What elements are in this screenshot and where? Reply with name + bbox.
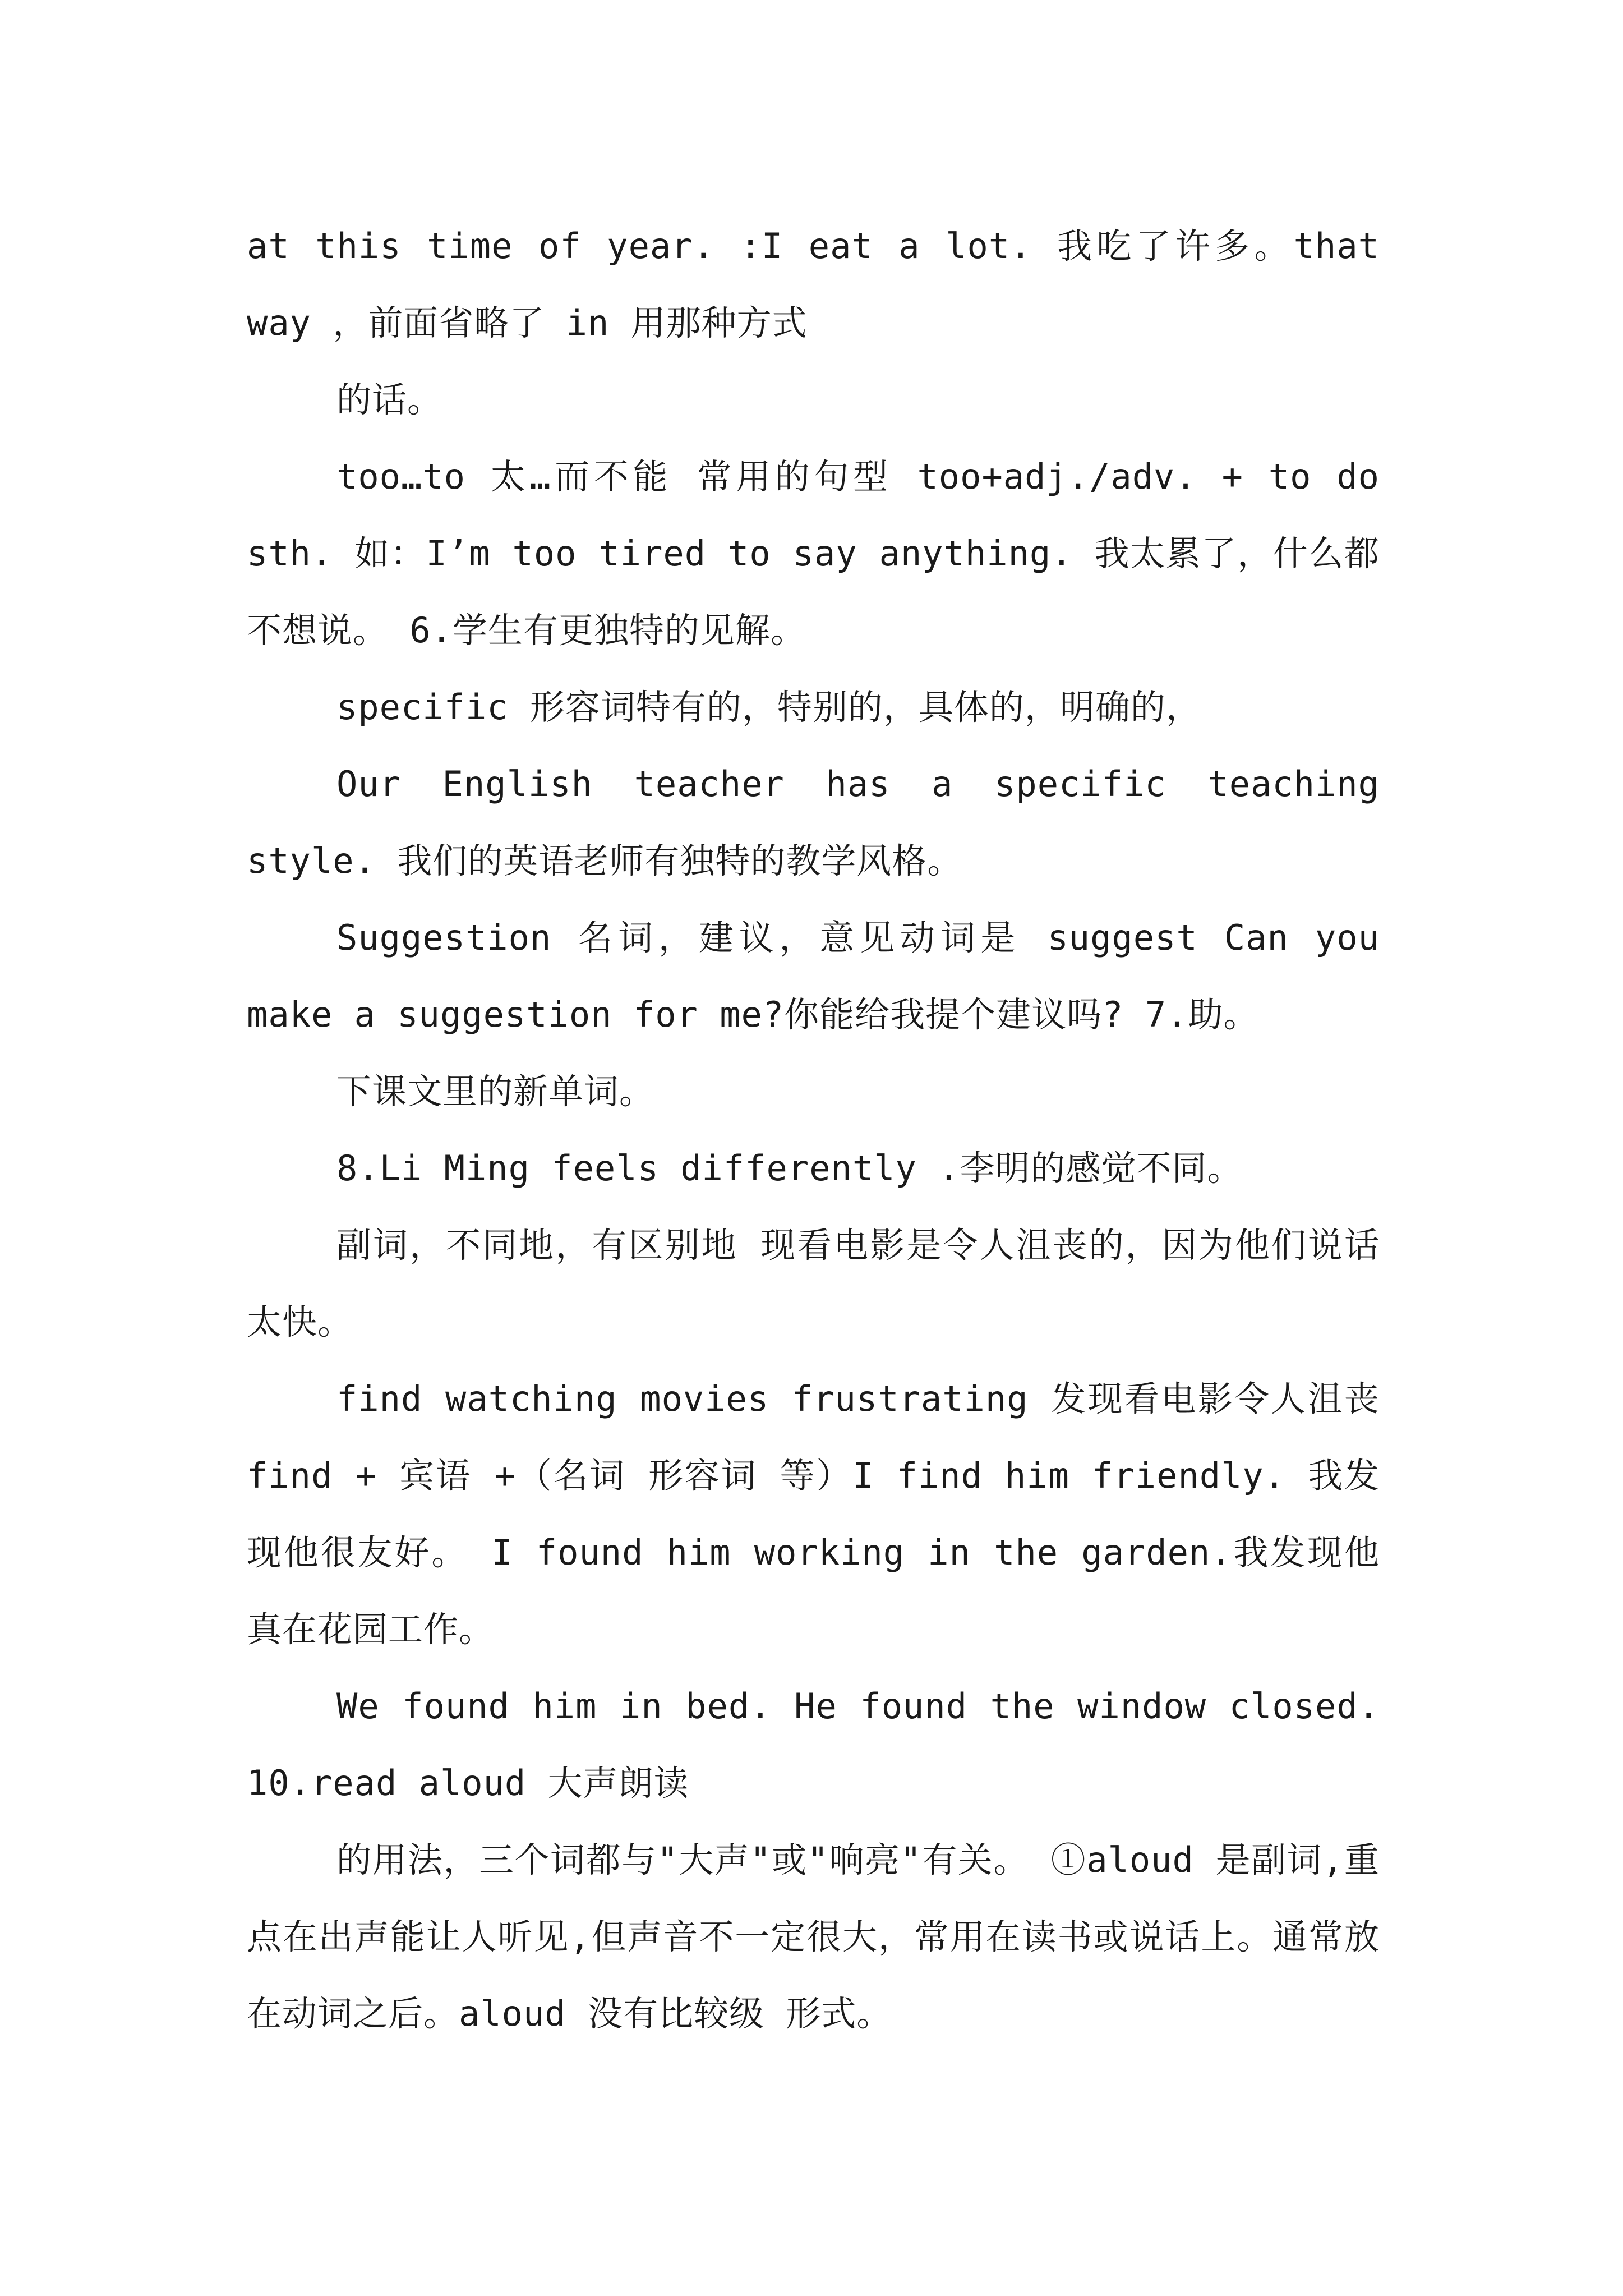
document-body — [247, 208, 1380, 2052]
paragraph-12: 的用法，三个词都与"大声"或"响亮"有关。 ①aloud 是副词,重点在出声能让人听见,但声音不一定很大，常用在读书或说话上。通常放在动词之后。aloud 没有比较级 形式。 — [247, 1839, 1380, 2034]
paragraph-1: at this time of year. :I eat a lot. 我吃了许多。that way ，前面省略了 in 用那种方式 — [247, 226, 1380, 343]
paragraph-9: 副词，不同地，有区别地 现看电影是令人沮丧的，因为他们说话太快。 — [247, 1225, 1380, 1342]
paragraph-8: 8.Li Ming feels differently .李明的感觉不同。 — [336, 1148, 1243, 1189]
paragraph-3: too…to 太…而不能 常用的句型 too+adj./adv. + to do sth. 如：I’m too tired to say anything. 我太累了，什么都不想说。 6.学生有更独特的见解。 — [247, 456, 1380, 651]
paragraph-5: Our English teacher has a specific teaching style. 我们的英语老师有独特的教学风格。 — [247, 763, 1380, 881]
paragraph-2: 的话。 — [336, 379, 443, 420]
paragraph-11: We found him in bed. He found the window closed. 10.read aloud 大声朗读 — [247, 1686, 1380, 1803]
paragraph-6: Suggestion 名词，建议，意见动词是 suggest Can you make a suggestion for me?你能给我提个建议吗? 7.助。 — [247, 917, 1380, 1035]
paragraph-4: specific 形容词特有的，特别的，具体的，明确的， — [336, 687, 1201, 728]
paragraph-7: 下课文里的新单词。 — [336, 1071, 655, 1112]
paragraph-10: find watching movies frustrating 发现看电影令人沮丧 find + 宾语 +（名词 形容词 等）I find him friendly. 我发现他很友好。 I found him working in the garden.我发现他真在花园工作。 — [247, 1378, 1380, 1650]
